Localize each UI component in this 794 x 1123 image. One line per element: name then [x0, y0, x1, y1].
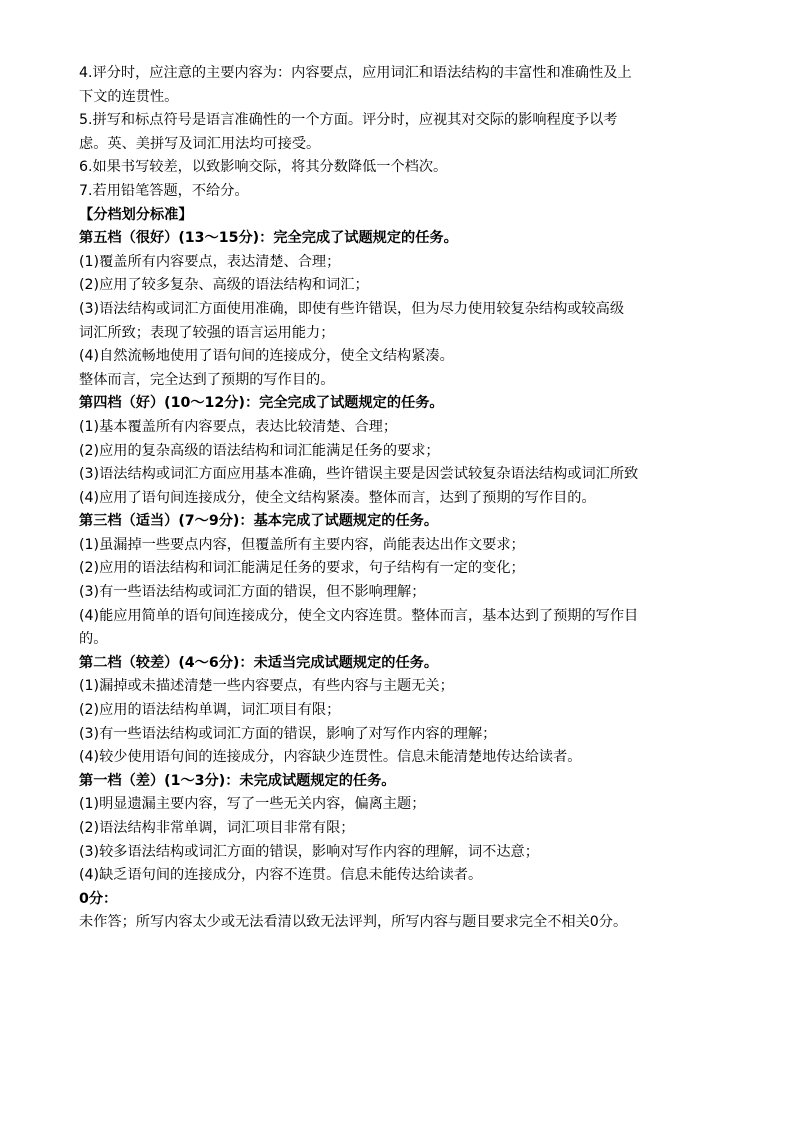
note-4-line-1: 4.评分时，应注意的主要内容为：内容要点，应用词汇和语法结构的丰富性和准确性及上: [79, 65, 632, 81]
note-5-line-2: 虑。英、美拼写及词汇用法均可接受。: [79, 135, 321, 152]
tier-3-item-1: (1)虽漏掉一些要点内容，但覆盖所有主要内容，尚能表达出作文要求；: [79, 536, 525, 553]
tier-4-heading: 第四档（好）(10～12分)：完全完成了试题规定的任务。: [79, 395, 444, 412]
tier-3-item-4-line-2: 的。: [79, 631, 108, 648]
note-7: 7.若用铅笔答题，不给分。: [79, 182, 249, 199]
tier-4-item-1: (1)基本覆盖所有内容要点，表达比较清楚、合理；: [79, 418, 398, 435]
tier-2-heading: 第二档（较差）(4～6分)：未适当完成试题规定的任务。: [79, 654, 439, 671]
tier-0-description: 未作答；所写内容太少或无法看清以致无法评判，所写内容与题目要求完全不相关0分。: [79, 914, 628, 931]
tier-1-item-1: (1)明显遗漏主要内容，写了一些无关内容，偏离主题；: [79, 796, 426, 813]
tier-4-item-2: (2)应用的复杂高级的语法结构和词汇能满足任务的要求；: [79, 442, 440, 459]
document-page: [79, 62, 715, 935]
tier-2-item-1: (1)漏掉或未描述清楚一些内容要点，有些内容与主题无关；: [79, 678, 454, 695]
tier-3-item-3: (3)有一些语法结构或词汇方面的错误，但不影响理解；: [79, 584, 426, 601]
note-4-line-2: 下文的连贯性。: [79, 88, 179, 105]
tier-5-item-4: (4)自然流畅地使用了语句间的连接成分，使全文结构紧凑。: [79, 348, 454, 365]
tier-2-item-2: (2)应用的语法结构单调，词汇项目有限；: [79, 702, 341, 719]
tier-2-item-4: (4)较少使用语句间的连接成分，内容缺少连贯性。信息未能清楚地传达给读者。: [79, 749, 582, 766]
tier-0-heading: 0分：: [79, 890, 118, 907]
tier-1-item-2: (2)语法结构非常单调，词汇项目非常有限；: [79, 820, 355, 836]
tier-4-item-4: (4)应用了语句间连接成分，使全文结构紧凑。整体而言，达到了预期的写作目的。: [79, 489, 596, 506]
note-5-line-1: 5.拼写和标点符号是语言准确性的一个方面。评分时，应视其对交际的影响程度予以考: [79, 112, 618, 129]
tier-3-item-2: (2)应用的语法结构和词汇能满足任务的要求，句子结构有一定的变化；: [79, 560, 525, 577]
tier-4-item-3: (3)语法结构或词汇方面应用基本准确，些许错误主要是因尝试较复杂语法结构或词汇所致: [79, 466, 639, 483]
tier-1-item-4: (4)缺乏语句间的连接成分，内容不连贯。信息未能传达给读者。: [79, 867, 483, 884]
tier-1-item-3: (3)较多语法结构或词汇方面的错误，影响对写作内容的理解，词不达意；: [79, 843, 539, 860]
tier-2-item-3: (3)有一些语法结构或词汇方面的错误，影响了对写作内容的理解；: [79, 725, 497, 742]
tier-5-item-2: (2)应用了较多复杂、高级的语法结构和词汇；: [79, 277, 369, 294]
tier-5-item-3-line-2: 词汇所致；表现了较强的语言运用能力；: [79, 324, 335, 341]
note-6: 6.如果书写较差，以致影响交际，将其分数降低一个档次。: [79, 159, 448, 176]
tier-5-summary: 整体而言，完全达到了预期的写作目的。: [79, 371, 335, 388]
tier-3-heading: 第三档（适当）(7～9分)：基本完成了试题规定的任务。: [79, 513, 439, 530]
tier-3-item-4-line-1: (4)能应用简单的语句间连接成分，使全文内容连贯。整体而言，基本达到了预期的写作目: [79, 607, 639, 624]
grading-standard-heading: 【分档划分标准】: [79, 206, 193, 223]
tier-5-item-1: (1)覆盖所有内容要点，表达清楚、合理；: [79, 253, 341, 270]
tier-5-item-3-line-1: (3)语法结构或词汇方面使用准确，即使有些许错误，但为尽力使用较复杂结构或较高级: [79, 300, 625, 317]
tier-1-heading: 第一档（差）(1～3分)：未完成试题规定的任务。: [79, 772, 396, 789]
tier-5-heading: 第五档（很好）(13～15分)：完全完成了试题规定的任务。: [79, 230, 458, 247]
